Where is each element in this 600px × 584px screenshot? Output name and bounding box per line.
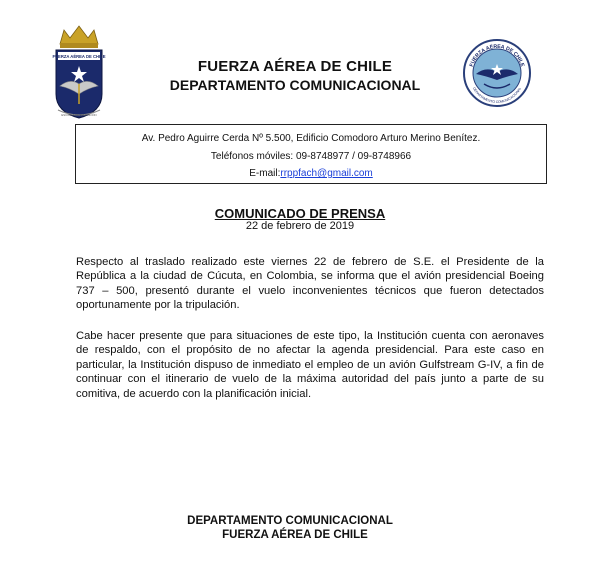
email-link[interactable]: rrppfach@gmail.com: [280, 168, 373, 179]
seal-bottom-text: DEPARTAMENTO COMUNICACIONAL: [471, 86, 523, 105]
department-seal-logo: [462, 38, 532, 108]
fach-shield-logo: [50, 24, 108, 120]
press-release-date: 22 de febrero de 2019: [245, 220, 355, 232]
press-release-title: COMUNICADO DE PRENSA: [214, 206, 386, 221]
email-line: [76, 168, 546, 180]
signature-organization: FUERZA AÉREA DE CHILE: [222, 529, 368, 541]
left-logo-banner-text: FUERZA AÉREA DE CHILE: [52, 54, 106, 59]
contact-info-box: [75, 124, 547, 184]
email-label: E-mail:: [249, 168, 281, 179]
left-logo-ribbon-text: ESCUELA DE APLICACIÓN: [61, 113, 97, 117]
address-text: Av. Pedro Aguirre Cerda Nº 5.500, Edificio Comodoro Arturo Merino Benítez.: [141, 133, 481, 144]
body-paragraph-2: Cabe hacer presente que para situaciones de este tipo, la Institución cuenta con aeronaves de respaldo, con el propósito de no afectar la agenda presidencial. Para este caso en particular, la Institución dispuso de inmediato el empleo de un avión Gulfstream G-IV, a fin de continuar con el itinerario de vuelo de la máxima autoridad del país junto a parte de su comitiva, de acuerdo con la planificación inicial.: [76, 330, 544, 400]
seal-top-text: FUERZA AÉREA DE CHILE: [468, 43, 526, 68]
department-heading: DEPARTAMENTO COMUNICACIONAL: [169, 77, 421, 93]
phones-text: Teléfonos móviles: 09-8748977 / 09-8748966: [210, 151, 412, 162]
signature-department: DEPARTAMENTO COMUNICACIONAL: [187, 515, 393, 527]
body-paragraph-1: Respecto al traslado realizado este viernes 22 de febrero de S.E. el Presidente de la República a la ciudad de Cúcuta, en Colombia, se informa que el avión presidencial Boeing 737 – 500, presentó durante el vuelo inconvenientes técnicos que fueron detectados oportunamente por la tripulación.: [76, 256, 544, 312]
org-name-heading: FUERZA AÉREA DE CHILE: [197, 58, 393, 75]
